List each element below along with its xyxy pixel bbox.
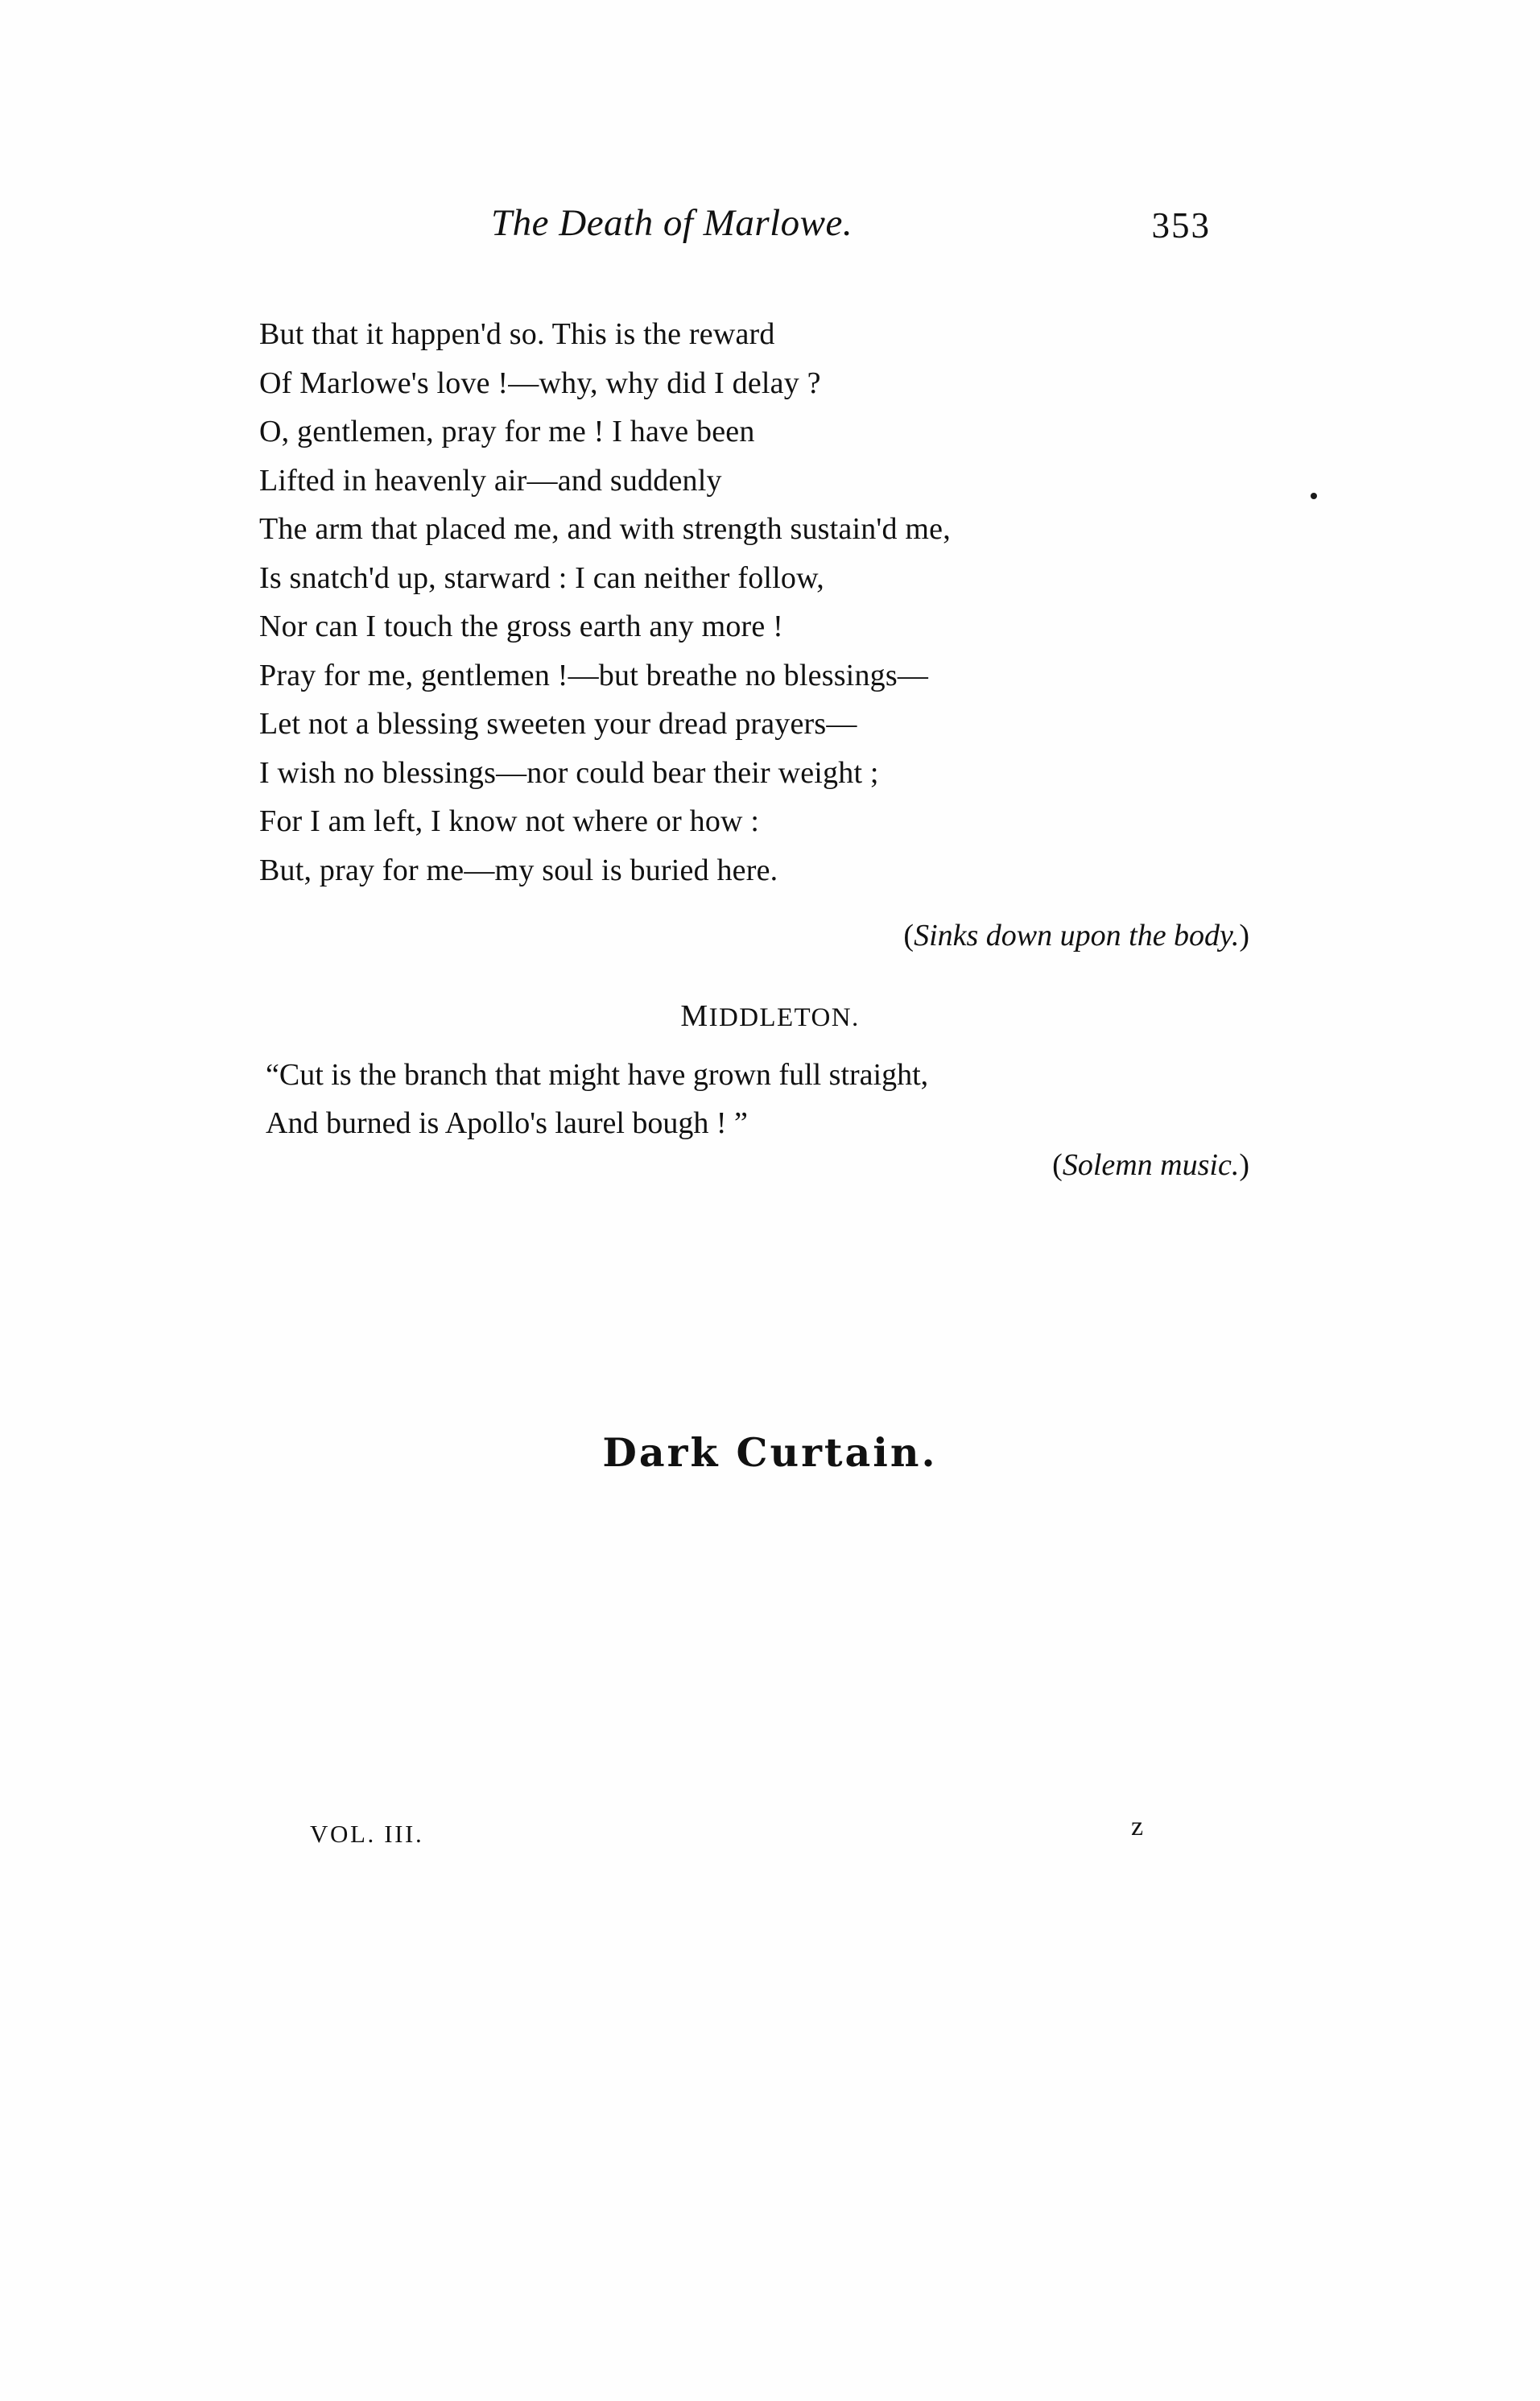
quotation-line: “Cut is the branch that might have grown full straight, <box>266 1058 929 1092</box>
ink-speck <box>1311 493 1317 499</box>
dark-curtain-heading: Dark Curtain. <box>602 1429 938 1476</box>
running-head-title: The Death of Marlowe. <box>491 202 853 244</box>
verse-line: The arm that placed me, and with strength sustain'd me, <box>259 512 951 546</box>
stage-direction-text: Sinks down upon the body. <box>914 919 1240 953</box>
verse-line: Let not a blessing sweeten your dread prayers— <box>259 707 857 741</box>
paren-close: ) <box>1239 919 1249 953</box>
verse-line: Pray for me, gentlemen !—but breathe no blessings— <box>259 658 929 692</box>
verse-line: Nor can I touch the gross earth any more ! <box>259 610 784 643</box>
running-head <box>258 201 1288 250</box>
verse-line: I wish no blessings—nor could bear their weight ; <box>259 755 879 790</box>
verse-line: Lifted in heavenly air—and suddenly <box>259 463 722 498</box>
verse-line: But, pray for me—my soul is buried here. <box>259 853 778 887</box>
quotation-line: And burned is Apollo's laurel bough ! ” <box>266 1106 748 1140</box>
quotation-block <box>266 1051 1312 1147</box>
signature-mark: z <box>1131 1812 1145 1841</box>
volume-label: VOL. III. <box>310 1820 424 1848</box>
verse-line: For I am left, I know not where or how : <box>259 804 760 838</box>
stage-direction-text: Solemn music. <box>1062 1148 1240 1182</box>
verse-line: Is snatch'd up, starward : I can neither follow, <box>259 560 824 595</box>
paren-close: ) <box>1239 1148 1249 1182</box>
paren-open: ( <box>1052 1148 1063 1182</box>
paren-open: ( <box>903 919 915 953</box>
verse-line: O, gentlemen, pray for me ! I have been <box>259 415 755 448</box>
speaker-name: IDDLETON. <box>708 1003 860 1032</box>
verse-block <box>259 310 1306 895</box>
stage-direction-music <box>259 1147 1249 1183</box>
speaker-heading <box>0 998 1540 1034</box>
stage-direction-sink <box>259 918 1249 953</box>
page-number: 353 <box>1151 205 1211 246</box>
speaker-initial: M <box>680 999 709 1033</box>
verse-line: Of Marlowe's love !—why, why did I delay ? <box>259 366 821 400</box>
verse-line: But that it happen'd so. This is the reward <box>259 317 775 351</box>
